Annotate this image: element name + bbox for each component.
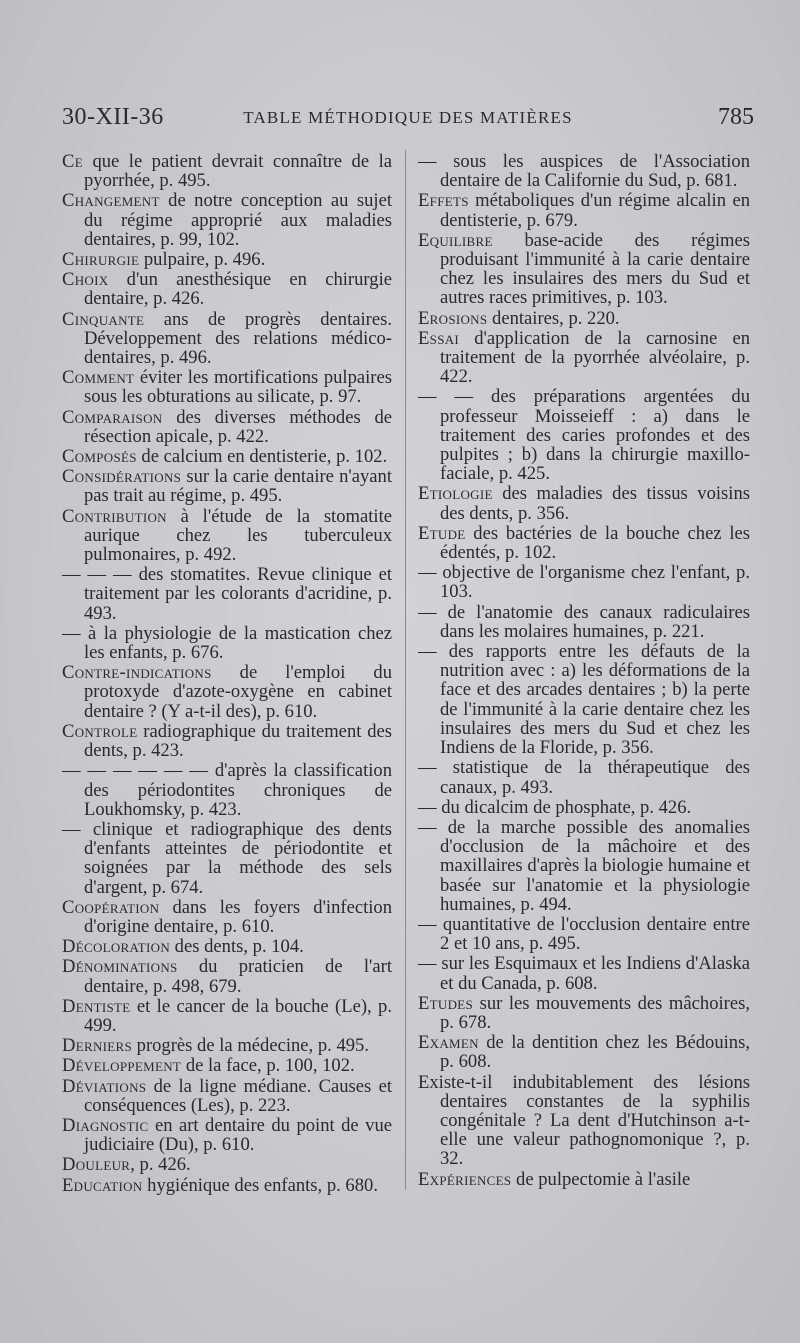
entry-text: — du dicalcim de phosphate, p. 426. xyxy=(418,796,692,818)
entry-keyword: Décoloration xyxy=(62,936,171,958)
entry-keyword: Effets xyxy=(418,190,469,212)
entry-keyword: Comment xyxy=(62,367,135,389)
index-entry xyxy=(62,761,392,819)
entry-text: d'application de la carnosine en traitement de la pyorrhée alvéolaire, p. 422. xyxy=(440,327,750,388)
entry-text: des bactéries de la bouche chez les édentés, p. 102. xyxy=(440,522,750,564)
index-entry xyxy=(62,467,392,505)
entry-text: d'un anesthésique en chirurgie dentaire, p. 426. xyxy=(84,269,392,310)
entry-keyword: Controle xyxy=(62,720,138,742)
right-column xyxy=(418,152,750,1190)
index-entry xyxy=(62,191,392,249)
index-entry xyxy=(62,250,392,269)
entry-text: — — — — — — d'après la classification des périodontites chroniques de Loukhomsky, p. 423. xyxy=(62,760,392,820)
entry-text: métaboliques d'un régime alcalin en dentisterie, p. 679. xyxy=(440,190,750,231)
index-entry xyxy=(62,722,392,760)
entry-keyword: Equilibre xyxy=(418,229,493,251)
index-entry xyxy=(418,603,750,641)
entry-text: de la dentition chez les Bédouins, p. 608. xyxy=(440,1032,750,1073)
index-entry xyxy=(418,954,750,992)
entry-keyword: Dentiste xyxy=(62,995,131,1017)
index-entry xyxy=(62,820,392,897)
entry-text: de l'emploi du protoxyde d'azote-oxygène en cabinet dentaire ? (Y a-t-il des), p. 610. xyxy=(84,662,392,722)
entry-keyword: Examen xyxy=(418,1032,479,1054)
index-entry xyxy=(418,329,750,387)
index-entry xyxy=(418,1033,750,1071)
entry-text: des diverses méthodes de résection apicale, p. 422. xyxy=(84,406,392,447)
index-entry xyxy=(62,1116,392,1154)
entry-text: de la ligne médiane. Causes et conséquences (Les), p. 223. xyxy=(84,1075,392,1116)
entry-text: — sur les Esquimaux et les Indiens d'Alaska et du Canada, p. 608. xyxy=(418,953,750,994)
entry-keyword: Etiologie xyxy=(418,483,493,505)
entry-keyword: Cinquante xyxy=(62,308,145,330)
index-entry xyxy=(418,191,750,229)
entry-text: des maladies des tissus voisins des dents, p. 356. xyxy=(440,483,750,524)
running-header xyxy=(62,104,754,134)
entry-keyword: Education xyxy=(62,1174,143,1196)
index-entry xyxy=(418,563,750,601)
entry-text: des dents, p. 104. xyxy=(170,936,304,958)
entry-text: de notre conception au sujet du régime approprié aux maladies dentaires, p. 99, 102. xyxy=(84,190,392,250)
index-entry xyxy=(62,957,392,995)
index-entry xyxy=(418,1170,750,1189)
index-entry xyxy=(418,309,750,328)
entry-text: — — — des stomatites. Revue clinique et traitement par les colorants d'acridine, p. 493. xyxy=(62,564,392,624)
entry-text: éviter les mortifications pulpaires sous les obturations au silicate, p. 97. xyxy=(84,367,392,408)
index-entry xyxy=(418,994,750,1032)
entry-text: — sous les auspices de l'Association dentaire de la Californie du Sud, p. 681. xyxy=(418,151,750,192)
entry-keyword: Contribution xyxy=(62,505,167,527)
entry-text: dans les foyers d'infection d'origine dentaire, p. 610. xyxy=(84,896,392,937)
index-entry xyxy=(62,270,392,308)
entry-keyword: Dénominations xyxy=(62,956,178,978)
page-number: 785 xyxy=(718,104,754,130)
index-entry xyxy=(418,818,750,914)
entry-keyword: Déviations xyxy=(62,1075,147,1097)
index-entry xyxy=(62,898,392,936)
entry-text: du praticien de l'art dentaire, p. 498, 679. xyxy=(84,956,392,997)
index-entry xyxy=(418,231,750,308)
index-entry xyxy=(62,368,392,406)
index-entry xyxy=(62,624,392,662)
index-entry xyxy=(418,1073,750,1169)
index-entry xyxy=(62,663,392,721)
index-entry xyxy=(62,1155,392,1174)
entry-text: — de la marche possible des anomalies d'occlusion de la mâchoire et des maxillaires d'après la biologie humaine et basée sur l'anatomie et la physiologie humaines, p. 494. xyxy=(418,816,750,915)
entry-keyword: Changement xyxy=(62,190,160,212)
entry-text: dentaires, p. 220. xyxy=(487,307,620,329)
entry-keyword: Erosions xyxy=(418,307,488,329)
header-date: 30-XII-36 xyxy=(62,104,164,130)
entry-text: — objective de l'organisme chez l'enfant, p. 103. xyxy=(418,562,750,603)
entry-text: de pulpectomie à l'asile xyxy=(511,1168,691,1190)
entry-keyword: Expériences xyxy=(418,1168,512,1190)
header-title: TABLE MÉTHODIQUE DES MATIÈRES xyxy=(243,108,573,127)
index-entry xyxy=(418,152,750,190)
entry-text: , p. 426. xyxy=(130,1154,191,1176)
entry-keyword: Diagnostic xyxy=(62,1114,149,1136)
entry-text: sur la carie dentaire n'ayant pas trait au régime, p. 495. xyxy=(84,466,392,507)
entry-text: base-acide des régimes produisant l'immunité à la carie dentaire chez les insulaires des mers du Sud et autres races primitives, p. 103. xyxy=(440,229,750,309)
index-entry xyxy=(62,310,392,368)
index-entry xyxy=(62,447,392,466)
index-entry xyxy=(62,152,392,190)
entry-text: en art dentaire du point de vue judiciaire (Du), p. 610. xyxy=(84,1114,392,1156)
entry-text: radiographique du traitement des dents, p. 423. xyxy=(84,720,392,762)
entry-text: — à la physiologie de la mastication chez les enfants, p. 676. xyxy=(62,622,392,664)
entry-text: — de l'anatomie des canaux radiculaires dans les molaires humaines, p. 221. xyxy=(418,601,750,642)
entry-keyword: Développement xyxy=(62,1055,182,1077)
entry-keyword: Essai xyxy=(418,327,460,349)
index-entry xyxy=(62,1056,392,1075)
entry-keyword: Composés xyxy=(62,446,137,468)
entry-text: Existe-t-il indubitablement des lésions dentaires constantes de la syphilis congénitale ? La dent d'Hutchinson a-t-elle une valeur pathognomonique ?, p. 32. xyxy=(418,1071,750,1170)
index-entry xyxy=(62,997,392,1035)
entry-text: et le cancer de la bouche (Le), p. 499. xyxy=(84,995,392,1036)
entry-keyword: Coopération xyxy=(62,896,160,918)
index-entry xyxy=(62,1036,392,1055)
entry-text: hygiénique des enfants, p. 680. xyxy=(142,1174,378,1196)
index-entry xyxy=(418,524,750,562)
index-entry xyxy=(418,642,750,757)
entry-text: — des rapports entre les défauts de la nutrition avec : a) les déformations de la face et des arcades dentaires ; b) la perte de l'immunité à la carie dentaire chez les insulaires des mers du Sud et chez les Indiens de la Floride, p. 356. xyxy=(418,641,750,759)
index-entry xyxy=(62,937,392,956)
entry-keyword: Chirurgie xyxy=(62,249,140,271)
entry-text: — quantitative de l'occlusion dentaire entre 2 et 10 ans, p. 495. xyxy=(418,913,750,955)
entry-keyword: Derniers xyxy=(62,1035,132,1057)
index-entry xyxy=(418,915,750,953)
index-entry xyxy=(418,484,750,522)
entry-text: — — des préparations argentées du professeur Moisseieff : a) dans le traitement des caries profondes et des pulpites ; b) dans la chirurgie maxillo-faciale, p. 425. xyxy=(418,386,750,485)
index-entry xyxy=(418,798,750,817)
index-entry xyxy=(418,387,750,483)
index-entry xyxy=(62,565,392,623)
entry-text: que le patient devrait connaître de la pyorrhée, p. 495. xyxy=(82,151,392,192)
entry-text: à l'étude de la stomatite aurique chez les tuberculeux pulmonaires, p. 492. xyxy=(84,505,392,566)
index-entry xyxy=(62,408,392,446)
entry-text: progrès de la médecine, p. 495. xyxy=(132,1035,369,1057)
entry-text: pulpaire, p. 496. xyxy=(139,249,266,271)
entry-keyword: Considérations xyxy=(62,466,182,488)
index-entry xyxy=(62,1077,392,1115)
entry-keyword: Contre-indications xyxy=(62,662,212,684)
entry-text: de calcium en dentisterie, p. 102. xyxy=(136,446,388,468)
index-entry xyxy=(62,507,392,565)
left-column xyxy=(62,152,392,1196)
entry-keyword: Ce xyxy=(62,151,83,172)
entry-text: de la face, p. 100, 102. xyxy=(181,1055,355,1077)
entry-keyword: Choix xyxy=(62,269,109,291)
entry-text: — clinique et radiographique des dents d'enfants atteintes de périodontite et soignées par la méthode des sels d'argent, p. 674. xyxy=(62,818,392,898)
column-divider xyxy=(405,150,406,1190)
entry-keyword: Douleur xyxy=(62,1154,131,1176)
entry-keyword: Etudes xyxy=(418,992,474,1014)
index-entry xyxy=(418,758,750,796)
entry-keyword: Comparaison xyxy=(62,406,163,428)
entry-keyword: Etude xyxy=(418,522,466,544)
entry-text: ans de progrès dentaires. Développement des relations médico-dentaires, p. 496. xyxy=(84,308,392,369)
entry-text: sur les mouvements des mâchoires, p. 678. xyxy=(440,992,750,1033)
entry-text: — statistique de la thérapeutique des canaux, p. 493. xyxy=(418,757,750,798)
index-entry xyxy=(62,1176,392,1195)
